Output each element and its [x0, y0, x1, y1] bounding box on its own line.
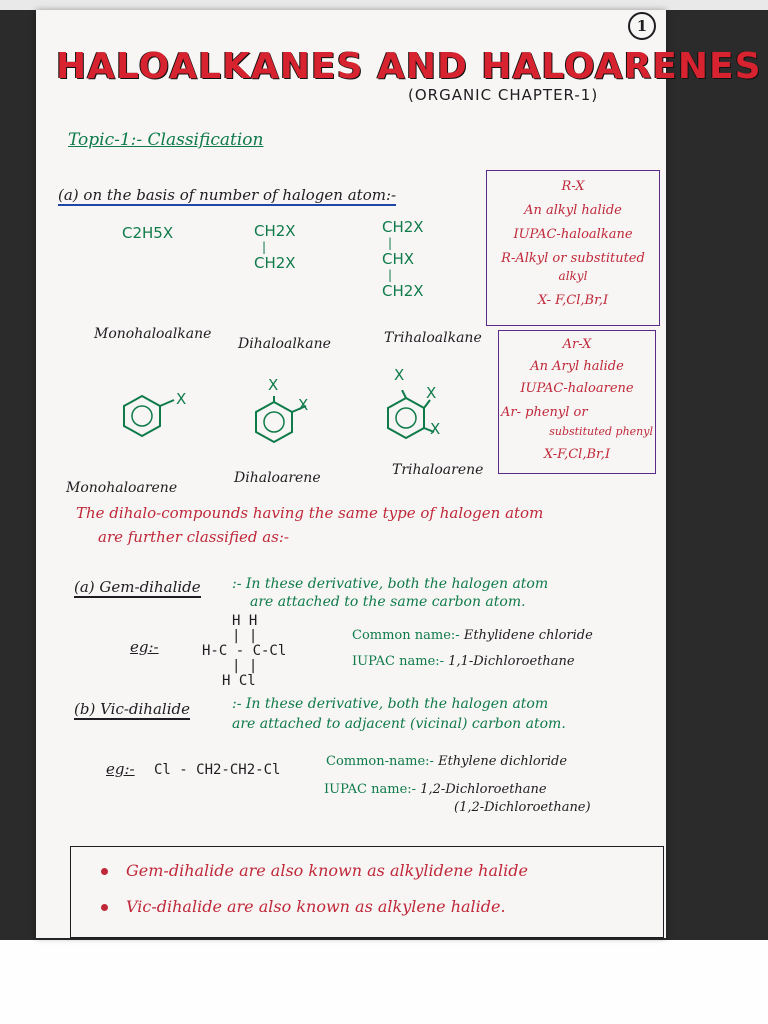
bullet-icon — [101, 868, 108, 875]
dihaloarene-label: Dihaloarene — [234, 470, 321, 486]
note-vic: Vic-dihalide are also known as alkylene halide. — [101, 897, 506, 916]
monohaloarene-x: X — [176, 390, 187, 408]
alkyl-halide-box: R-X An alkyl halide IUPAC-haloalkane R-Alkyl or substituted alkyl X- F,Cl,Br,I — [486, 170, 660, 326]
vic-iupac-name: IUPAC name:- 1,2-Dichloroethane — [324, 782, 547, 797]
page-number: 1 — [628, 12, 656, 40]
notes-page — [36, 10, 762, 938]
vic-common-name: Common-name:- Ethylene dichloride — [326, 754, 568, 769]
bullet-icon — [101, 904, 108, 911]
topic-heading: Topic-1:- Classification — [68, 130, 264, 150]
background-top — [0, 0, 768, 10]
monohaloarene-label: Monohaloarene — [66, 480, 178, 496]
monohaloalkane-formula: C2H5X — [122, 224, 174, 242]
vic-dihalide-heading: (b) Vic-dihalide — [74, 700, 190, 718]
trihaloarene-x-3: X — [430, 420, 441, 438]
vic-desc-line-2: are attached to adjacent (vicinal) carbon atom. — [232, 716, 566, 732]
trihaloalkane-label: Trihaloalkane — [384, 330, 482, 346]
background-bottom — [0, 940, 768, 1024]
gem-iupac-name: IUPAC name:- 1,1-Dichloroethane — [352, 654, 575, 669]
notes-box — [70, 846, 664, 938]
dihaloalkane-label: Dihaloalkane — [238, 336, 331, 352]
vic-desc-line-1: :- In these derivative, both the halogen atom — [232, 696, 549, 712]
monohaloalkane-label: Monohaloalkane — [94, 326, 212, 342]
aryl-halide-box: Ar-X An Aryl halide IUPAC-haloarene Ar- phenyl or substituted phenyl X-F,Cl,Br,I — [498, 330, 656, 474]
gem-desc-line-2: are attached to the same carbon atom. — [250, 594, 526, 610]
gem-dihalide-heading: (a) Gem-dihalide — [74, 578, 201, 596]
page-title: HALOALKANES AND HALOARENES — [56, 46, 762, 87]
dihaloarene-ring — [254, 396, 324, 452]
trihaloarene-x-1: X — [394, 366, 405, 384]
dihalo-intro-line-1: The dihalo-compounds having the same type of halogen atom — [76, 504, 544, 522]
page-subtitle: (ORGANIC CHAPTER-1) — [408, 86, 599, 104]
dihaloarene-x-side: X — [298, 396, 309, 414]
trihaloarene-ring — [386, 390, 456, 450]
gem-common-name: Common name:- Ethylidene chloride — [352, 628, 593, 643]
gem-desc-line-1: :- In these derivative, both the halogen atom — [232, 576, 549, 592]
trihaloarene-x-2: X — [426, 384, 437, 402]
gem-structure: H H | | H-C - C-Cl | | H Cl — [202, 613, 287, 689]
vic-iupac-name-alt: (1,2-Dichloroethane) — [454, 800, 591, 815]
trihaloarene-label: Trihaloarene — [392, 462, 484, 478]
dihaloalkane-structure: CH2X | CH2X — [254, 222, 296, 272]
vic-eg-label: eg:- — [106, 760, 135, 778]
gem-eg-label: eg:- — [130, 638, 159, 656]
section-a-heading: (a) on the basis of number of halogen atom:- — [58, 186, 397, 204]
vic-structure: Cl - CH2-CH2-Cl — [154, 762, 281, 778]
dihalo-intro-line-2: are further classified as:- — [98, 528, 289, 546]
trihaloalkane-structure: CH2X | CHX | CH2X — [382, 218, 424, 300]
note-gem: Gem-dihalide are also known as alkylidene halide — [101, 861, 528, 880]
dihaloarene-x-top: X — [268, 376, 279, 394]
